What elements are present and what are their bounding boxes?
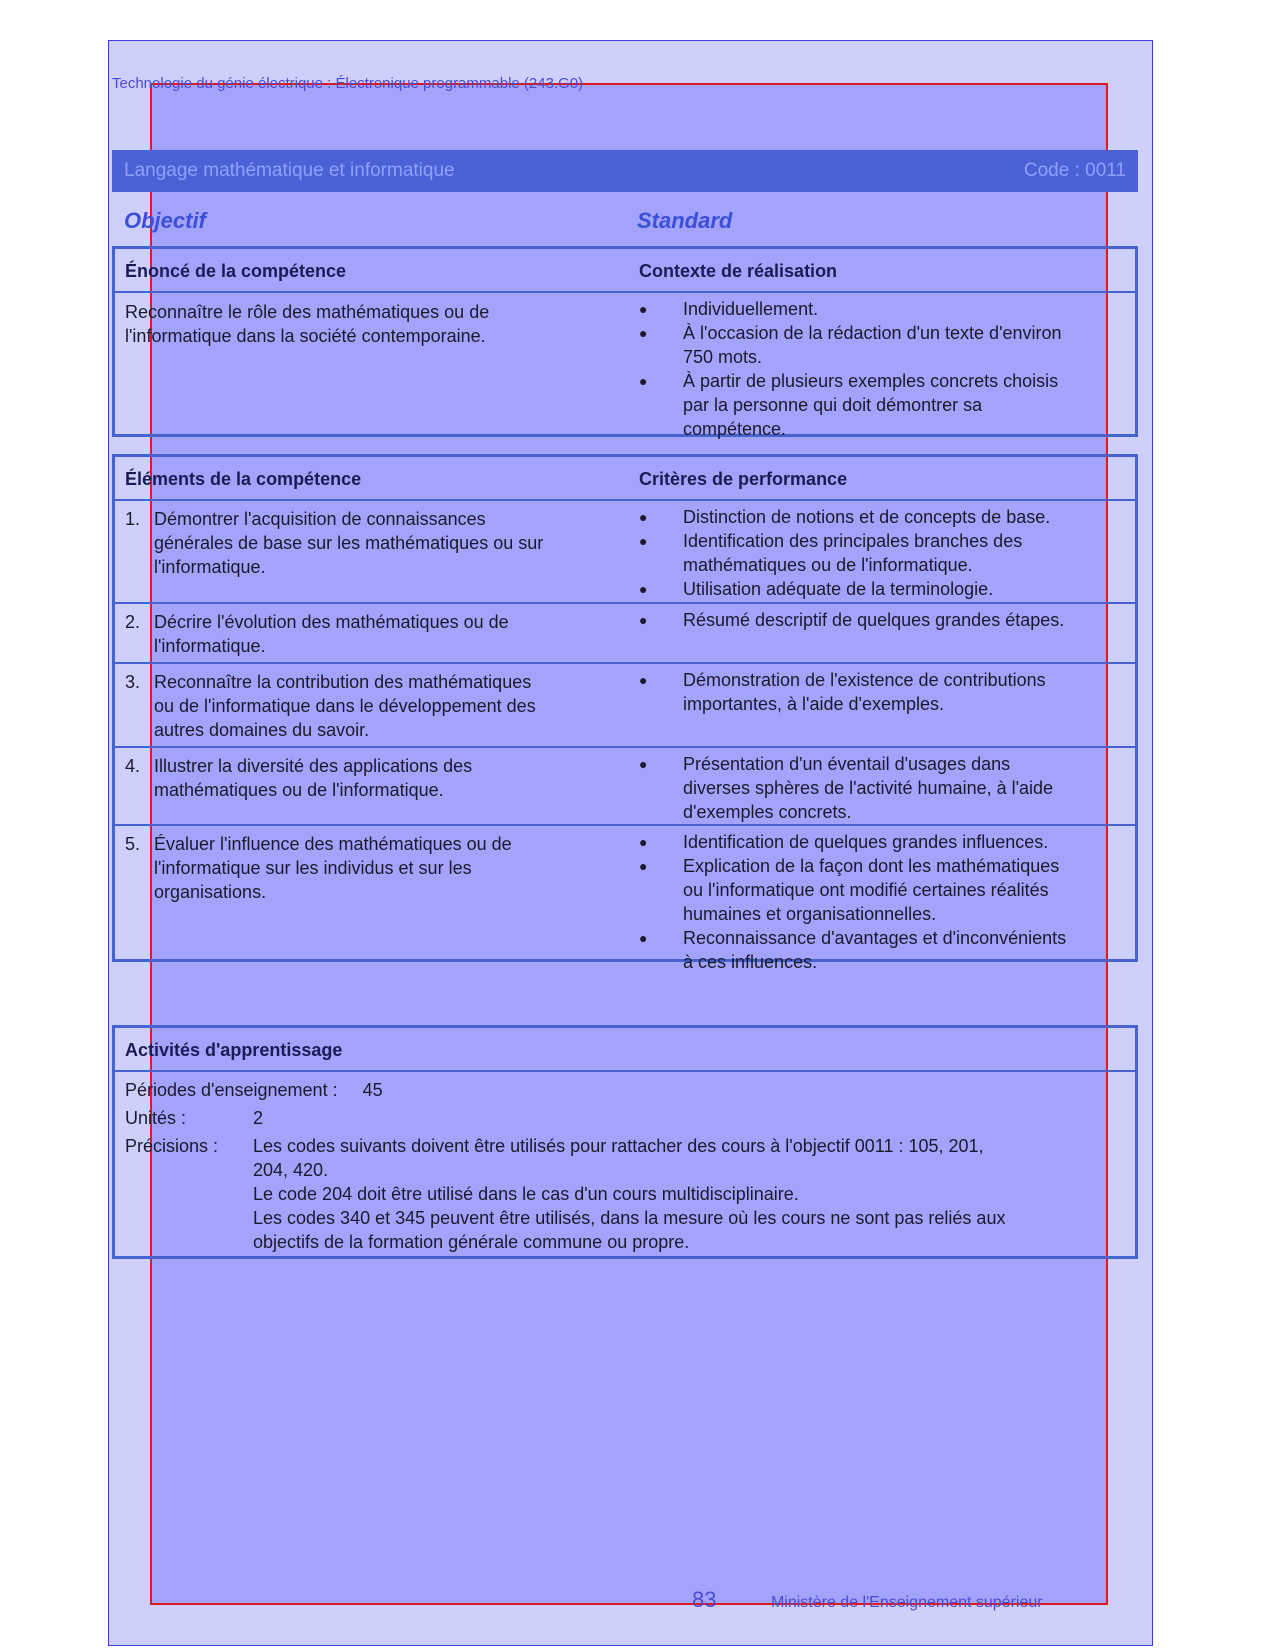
list-item [639,577,1129,601]
precisions-label: Précisions : [125,1136,219,1156]
list-item-line: 750 mots. [683,347,763,367]
element-text [125,507,610,579]
competence-row [115,293,1135,439]
bullet-icon: ● [639,672,648,688]
standard-heading: Standard [637,208,733,233]
list-item-line: Résumé descriptif de quelques grandes étapes. [683,610,1065,630]
activities-box-header [115,1028,1135,1072]
element-text [125,610,610,658]
element-number: 1. [125,509,141,529]
element-line: mathématiques ou de l'informatique. [154,780,444,800]
precision-line: 204, 420. [253,1160,329,1180]
elements-box-header [115,457,1135,501]
criteres-label: Critères de performance [639,469,848,489]
list-item-line: importantes, à l'aide d'exemples. [683,694,945,714]
document-content [112,0,1142,1651]
list-item [639,668,1129,716]
element-number: 3. [125,672,141,692]
criteria-list [639,608,1129,632]
list-item-line: Distinction de notions et de concepts de base. [683,507,1051,527]
element-line: organisations. [154,882,267,902]
list-item [639,854,1129,926]
element-row [115,748,1135,826]
enonce-line: l'informatique dans la société contemporaine. [125,326,486,346]
list-item [639,529,1129,577]
element-line: Évaluer l'influence des mathématiques ou de [154,834,512,854]
enonce-line: Reconnaître le rôle des mathématiques ou de [125,302,490,322]
elements-box [112,454,1138,972]
element-row [115,501,1135,604]
element-number: 2. [125,612,141,632]
bullet-icon: ● [639,612,648,628]
element-line: Illustrer la diversité des applications des [154,756,473,776]
bullet-icon: ● [639,834,648,850]
list-item-line: mathématiques ou de l'informatique. [683,555,973,575]
bullet-icon: ● [639,325,648,341]
list-item [639,321,1129,369]
activities-label: Activités d'apprentissage [125,1040,343,1060]
periodes-value: 45 [362,1080,383,1100]
bullet-icon: ● [639,581,648,597]
unites-value: 2 [253,1108,264,1128]
objective-heading: Objectif [124,208,206,233]
element-row [115,604,1135,664]
course-code: Code : 0011 [1023,160,1126,181]
element-number: 4. [125,756,141,776]
list-item-line: d'exemples concrets. [683,802,852,822]
list-item-line: Identification de quelques grandes influences. [683,832,1049,852]
list-item [639,926,1129,974]
criteria-list [639,668,1129,716]
element-row [115,664,1135,748]
activities-box [112,1025,1138,1259]
list-item-line: Présentation d'un éventail d'usages dans [683,754,1011,774]
list-item [639,297,1129,321]
list-item-line: Démonstration de l'existence de contributions [683,670,1046,690]
criteria-list [639,752,1129,824]
page-number: 83 [692,1587,717,1612]
element-row [115,826,1135,976]
objective-standard-heading [124,208,1134,238]
element-line: ou de l'informatique dans le développement des [154,696,536,716]
running-head: Technologie du génie électrique : Électronique programmable (243.G0) [112,75,584,92]
list-item-line: ou l'informatique ont modifié certaines réalités [683,880,1049,900]
bullet-icon: ● [639,301,648,317]
element-number: 5. [125,834,141,854]
ministry-name: Ministère de l'Enseignement supérieur [770,1594,1043,1611]
elements-label: Éléments de la compétence [125,469,362,489]
list-item-line: compétence. [683,419,787,439]
course-title-bar [112,150,1138,192]
precisions-list [253,1134,1133,1254]
precision-line: Les codes 340 et 345 peuvent être utilisés, dans la mesure où les cours ne sont pas reliés aux [253,1208,1006,1228]
list-item-line: Identification des principales branches des [683,531,1023,551]
bullet-icon: ● [639,756,648,772]
list-item-line: Individuellement. [683,299,819,319]
list-item-line: À l'occasion de la rédaction d'un texte d'environ [683,323,1062,343]
criteria-list [639,830,1129,974]
element-line: Démontrer l'acquisition de connaissances [154,509,486,529]
list-item [639,752,1129,824]
list-item-line: Explication de la façon dont les mathématiques [683,856,1060,876]
precision-line: objectifs de la formation générale commune ou propre. [253,1232,690,1252]
competence-box [112,246,1138,437]
enonce-text [125,300,610,348]
contexte-label: Contexte de réalisation [639,261,838,281]
periodes-label: Périodes d'enseignement : [125,1080,338,1100]
contexte-list [639,297,1129,441]
page-footer [692,1587,1043,1613]
element-line: l'informatique. [154,557,266,577]
list-item [639,830,1129,854]
element-line: autres domaines du savoir. [154,720,370,740]
element-text [125,832,610,904]
list-item-line: par la personne qui doit démontrer sa [683,395,983,415]
element-line: l'informatique sur les individus et sur les [154,858,472,878]
unites-label: Unités : [125,1108,187,1128]
element-line: Reconnaître la contribution des mathématiques [154,672,532,692]
enonce-label: Énoncé de la compétence [125,261,347,281]
list-item-line: humaines et organisationnelles. [683,904,937,924]
list-item-line: diverses sphères de l'activité humaine, à l'aide [683,778,1054,798]
list-item-line: à ces influences. [683,952,818,972]
element-line: générales de base sur les mathématiques ou sur [154,533,544,553]
bullet-icon: ● [639,509,648,525]
competence-box-header [115,249,1135,293]
bullet-icon: ● [639,858,648,874]
list-item [639,369,1129,441]
list-item-line: Reconnaissance d'avantages et d'inconvénients [683,928,1067,948]
list-item [639,505,1129,529]
precision-line: Le code 204 doit être utilisé dans le cas d'un cours multidisciplinaire. [253,1184,799,1204]
element-text [125,754,610,802]
course-title: Langage mathématique et informatique [124,160,455,181]
list-item-line: À partir de plusieurs exemples concrets choisis [683,371,1059,391]
bullet-icon: ● [639,373,648,389]
element-text [125,670,610,742]
bullet-icon: ● [639,533,648,549]
precision-line: Les codes suivants doivent être utilisés pour rattacher des cours à l'objectif 0011 : 105, 201, [253,1136,984,1156]
list-item [639,608,1129,632]
bullet-icon: ● [639,930,648,946]
criteria-list [639,505,1129,601]
element-line: l'informatique. [154,636,266,656]
element-line: Décrire l'évolution des mathématiques ou de [154,612,509,632]
list-item-line: Utilisation adéquate de la terminologie. [683,579,994,599]
periodes-row [125,1078,383,1102]
